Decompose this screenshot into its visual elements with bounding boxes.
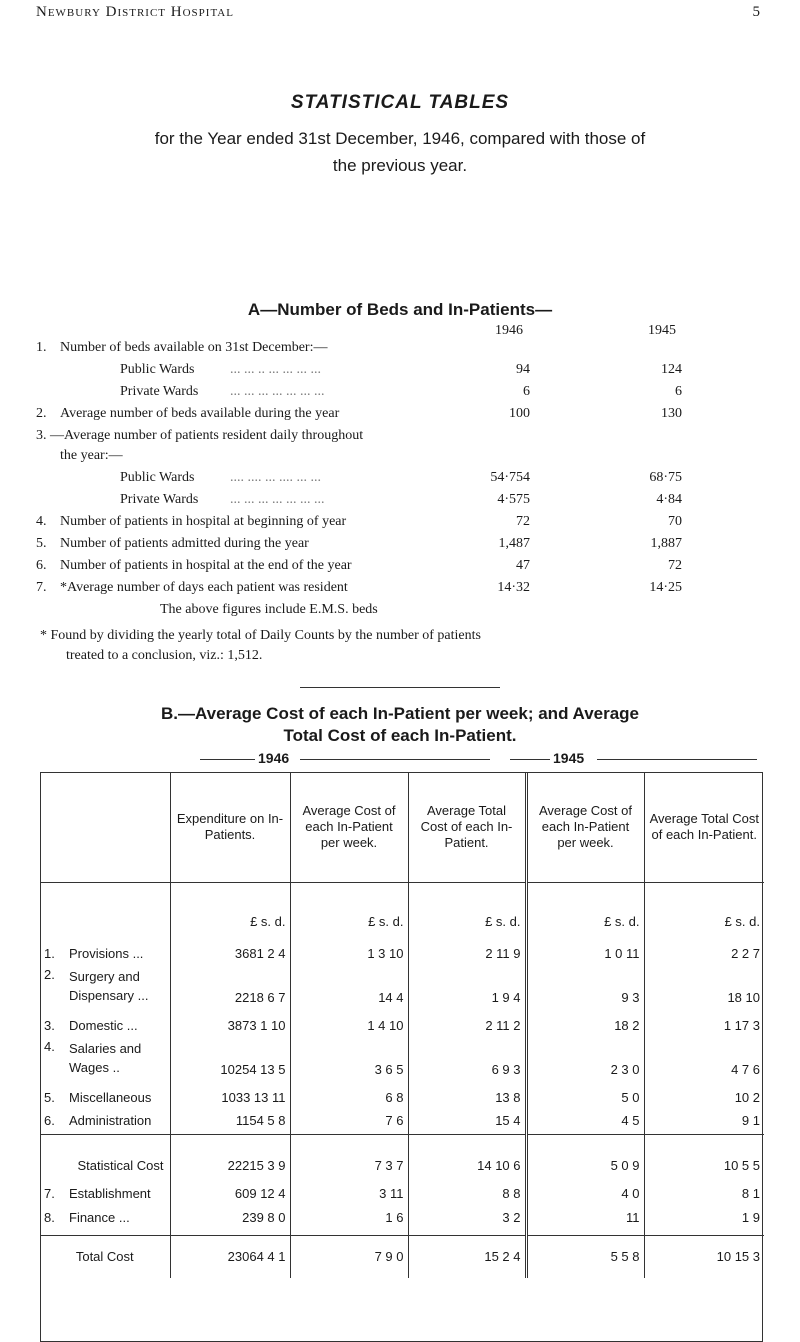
cell-expenditure: 23064 4 1 <box>170 1235 290 1278</box>
page-subtitle: for the Year ended 31st December, 1946, compared with those of the previous year. <box>154 129 646 175</box>
cell-weekly-1945: 5 0 <box>526 1077 644 1105</box>
cell-expenditure: 239 8 0 <box>170 1201 290 1235</box>
cell-weekly-1945: 5 5 8 <box>526 1235 644 1278</box>
cell-total-1945: 1 9 <box>644 1201 764 1235</box>
unit-label: £ s. d. <box>290 883 408 930</box>
row-label-line1: Surgery and <box>69 969 140 984</box>
row-label: Private Wards <box>120 384 199 399</box>
row-label: *Average number of days each patient was resident <box>60 580 348 595</box>
section-b-title: B.—Average Cost of each In-Patient per week; and Average <box>160 704 640 723</box>
cell-weekly-1946: 1 4 10 <box>290 1005 408 1033</box>
table-row <box>40 1005 764 1033</box>
cell-total-1946: 3 2 <box>408 1201 526 1235</box>
cell-total-1945: 10 2 <box>644 1077 764 1105</box>
value-1946: 4·575 <box>497 492 530 507</box>
row-label: Number of patients admitted during the year <box>60 536 309 551</box>
row-number: 6. <box>44 1113 55 1128</box>
row-label-line2: Wages .. <box>69 1060 120 1075</box>
section-a-year-1945: 1945 <box>648 323 676 338</box>
row-number: 5. <box>44 1090 55 1105</box>
cell-weekly-1945: 2 3 0 <box>526 1033 644 1077</box>
col-header-expenditure: Expenditure on In-Patients. <box>170 772 290 883</box>
ems-note: The above figures include E.M.S. beds <box>160 602 378 617</box>
row-label: Total Cost <box>40 1235 170 1278</box>
year-band-1945: 1945 <box>553 750 585 766</box>
leader-dots: ... ... ... ... ... ... ... <box>230 492 325 507</box>
cell-weekly-1945: 11 <box>526 1201 644 1235</box>
row-number: 2. <box>44 967 55 982</box>
value-1946: 1,487 <box>498 536 530 551</box>
unit-label: £ s. d. <box>526 883 644 930</box>
value-1946: 72 <box>516 514 530 529</box>
year-band-rule <box>510 759 550 760</box>
cell-expenditure: 3681 2 4 <box>170 929 290 961</box>
value-1946: 100 <box>509 406 530 421</box>
row-label-line1: Salaries and <box>69 1041 142 1056</box>
row-label: Finance ... <box>69 1210 130 1226</box>
cell-weekly-1946: 1 3 10 <box>290 929 408 961</box>
value-1945: 124 <box>661 362 682 377</box>
row-label: Public Wards <box>120 470 195 485</box>
cell-total-1946: 8 8 <box>408 1173 526 1201</box>
section-divider <box>300 687 500 688</box>
cell-expenditure: 22215 3 9 <box>170 1135 290 1174</box>
header-blank <box>40 772 170 883</box>
cell-weekly-1946: 7 3 7 <box>290 1135 408 1174</box>
cell-weekly-1945: 1 0 11 <box>526 929 644 961</box>
table-row <box>40 1105 764 1135</box>
section-a-year-1946: 1946 <box>495 323 523 338</box>
cell-total-1945: 8 1 <box>644 1173 764 1201</box>
table-row <box>40 1173 764 1201</box>
table-row <box>40 1201 764 1235</box>
row-label: Number of patients in hospital at beginning of year <box>60 514 347 529</box>
row-number: 4. <box>44 1039 55 1054</box>
row-number: 6. <box>36 558 47 573</box>
col-header-total-1946: Average Total Cost of each In-Patient. <box>408 772 526 883</box>
page-title: STATISTICAL TABLES <box>290 92 510 113</box>
cell-weekly-1946: 6 8 <box>290 1077 408 1105</box>
col-header-total-1945: Average Total Cost of each In-Patient. <box>644 772 764 883</box>
cell-weekly-1946: 3 11 <box>290 1173 408 1201</box>
cell-weekly-1945: 18 2 <box>526 1005 644 1033</box>
row-label: Domestic ... <box>69 1018 138 1033</box>
cell-weekly-1945: 9 3 <box>526 961 644 1005</box>
cell-total-1946: 15 4 <box>408 1105 526 1135</box>
cell-weekly-1945: 4 0 <box>526 1173 644 1201</box>
value-1945: 4·84 <box>656 492 682 507</box>
row-label: Miscellaneous <box>69 1090 152 1105</box>
row-number: 1. <box>44 946 55 961</box>
cell-weekly-1946: 14 4 <box>290 961 408 1005</box>
cost-table <box>40 772 764 1278</box>
cell-weekly-1946: 7 6 <box>290 1105 408 1135</box>
year-band-1946: 1946 <box>258 750 290 766</box>
cell-total-1945: 4 7 6 <box>644 1033 764 1077</box>
cell-expenditure: 1154 5 8 <box>170 1105 290 1135</box>
row-number: 5. <box>36 536 47 551</box>
row-label: Administration <box>69 1113 152 1128</box>
value-1946: 14·32 <box>497 580 530 595</box>
value-1945: 1,887 <box>650 536 682 551</box>
cell-total-1946: 13 8 <box>408 1077 526 1105</box>
row-label-line2: Dispensary ... <box>69 988 149 1003</box>
cell-total-1946: 2 11 2 <box>408 1005 526 1033</box>
value-1946: 94 <box>516 362 530 377</box>
unit-label: £ s. d. <box>170 883 290 930</box>
row-label: Average number of beds available during the year <box>60 406 340 421</box>
value-1946: 54·754 <box>490 470 530 485</box>
year-band-rule <box>200 759 255 760</box>
cell-total-1945: 18 10 <box>644 961 764 1005</box>
col-header-weekly-1946: Average Cost of each In-Patient per week. <box>290 772 408 883</box>
value-1945: 14·25 <box>649 580 682 595</box>
section-a-title: A—Number of Beds and In-Patients— <box>247 300 553 319</box>
cell-total-1945: 1 17 3 <box>644 1005 764 1033</box>
row-number: 4. <box>36 514 47 529</box>
row-label: Statistical Cost <box>40 1135 170 1174</box>
row-label: —Average number of patients resident daily throughout <box>50 428 364 443</box>
cell-expenditure: 3873 1 10 <box>170 1005 290 1033</box>
value-1945: 6 <box>675 384 682 399</box>
cell-weekly-1946: 1 6 <box>290 1201 408 1235</box>
section-b-title-continued: Total Cost of each In-Patient. <box>283 726 517 745</box>
row-label: Establishment <box>69 1186 151 1201</box>
table-row <box>40 1077 764 1105</box>
cell-total-1945: 2 2 7 <box>644 929 764 961</box>
row-label: the year:— <box>60 448 123 463</box>
cell-expenditure: 1033 13 11 <box>170 1077 290 1105</box>
total-cost-row <box>40 1235 764 1278</box>
leader-dots: ... ... ... ... ... ... ... <box>230 384 325 399</box>
leader-dots: ... ... .. ... ... ... ... <box>230 362 321 377</box>
row-label: Number of patients in hospital at the end of the year <box>60 558 352 573</box>
row-number: 7. <box>44 1186 55 1201</box>
cell-weekly-1946: 3 6 5 <box>290 1033 408 1077</box>
row-number: 8. <box>44 1210 55 1226</box>
year-band-rule <box>597 759 757 760</box>
table-row <box>40 961 764 1005</box>
row-number: 3. <box>36 428 47 443</box>
row-number: 3. <box>44 1018 55 1033</box>
cell-total-1945: 10 15 3 <box>644 1235 764 1278</box>
table-row <box>40 1033 764 1077</box>
value-1945: 130 <box>661 406 682 421</box>
year-band-rule <box>300 759 490 760</box>
row-label <box>65 961 170 1005</box>
footnote: * Found by dividing the yearly total of Daily Counts by the number of patients <box>40 628 481 643</box>
statistical-cost-row <box>40 1135 764 1174</box>
value-1946: 47 <box>516 558 530 573</box>
cell-total-1946: 15 2 4 <box>408 1235 526 1278</box>
col-header-weekly-1945: Average Cost of each In-Patient per week. <box>526 772 644 883</box>
value-1945: 68·75 <box>649 470 682 485</box>
row-number: 2. <box>36 406 47 421</box>
page-number: 5 <box>752 4 760 20</box>
cell-total-1945: 9 1 <box>644 1105 764 1135</box>
value-1946: 6 <box>523 384 530 399</box>
cell-total-1946: 14 10 6 <box>408 1135 526 1174</box>
row-label: Private Wards <box>120 492 199 507</box>
row-number: 7. <box>36 580 47 595</box>
cell-expenditure: 10254 13 5 <box>170 1033 290 1077</box>
row-label: Provisions ... <box>69 946 144 961</box>
table-row <box>40 929 764 961</box>
unit-label: £ s. d. <box>408 883 526 930</box>
cell-total-1945: 10 5 5 <box>644 1135 764 1174</box>
unit-label: £ s. d. <box>644 883 764 930</box>
row-label: Public Wards <box>120 362 195 377</box>
cell-expenditure: 609 12 4 <box>170 1173 290 1201</box>
cell-weekly-1945: 4 5 <box>526 1105 644 1135</box>
cell-total-1946: 6 9 3 <box>408 1033 526 1077</box>
running-header: Newbury District Hospital <box>36 4 234 20</box>
cell-expenditure: 2218 6 7 <box>170 961 290 1005</box>
row-label: Number of beds available on 31st December:— <box>60 340 328 355</box>
leader-dots: .... .... ... .... ... ... <box>230 470 321 485</box>
cell-weekly-1946: 7 9 0 <box>290 1235 408 1278</box>
value-1945: 70 <box>668 514 682 529</box>
cell-total-1946: 2 11 9 <box>408 929 526 961</box>
row-number: 1. <box>36 340 47 355</box>
value-1945: 72 <box>668 558 682 573</box>
cell-total-1946: 1 9 4 <box>408 961 526 1005</box>
row-label <box>65 1033 170 1077</box>
cell-weekly-1945: 5 0 9 <box>526 1135 644 1174</box>
footnote-continued: treated to a conclusion, viz.: 1,512. <box>66 648 263 663</box>
